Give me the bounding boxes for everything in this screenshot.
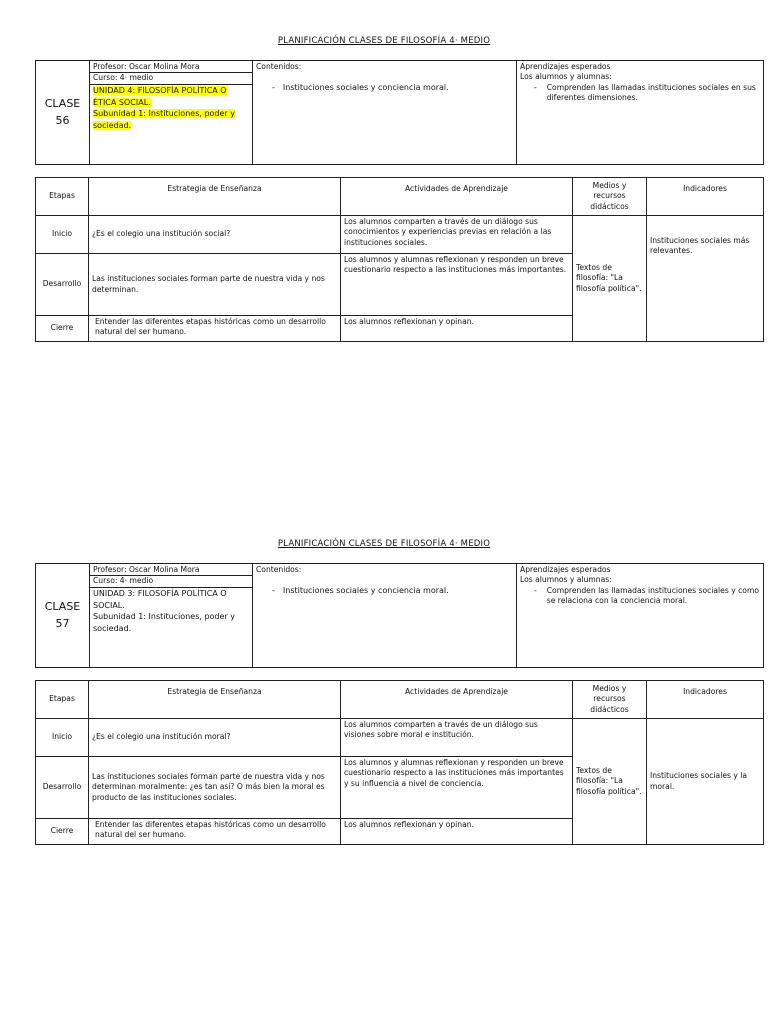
dash-bullet-icon: - xyxy=(534,585,537,595)
activities-table xyxy=(35,177,764,342)
estrategia-cell: Entender las diferentes etapas históricas como un desarrollo natural del ser humano. xyxy=(89,316,341,342)
clase-label: CLASE xyxy=(44,600,81,613)
header-medios: Medios y recursos didácticos xyxy=(573,178,647,216)
curso-text: Curso: 4· medio xyxy=(90,73,252,84)
subunidad-text: Subunidad 1: Instituciones, poder y sociedad. xyxy=(93,612,235,633)
contenido-item: Instituciones sociales y conciencia moral. xyxy=(282,586,449,596)
contenidos-cell xyxy=(253,61,517,165)
dash-bullet-icon: - xyxy=(272,586,275,596)
actividad-cell: Los alumnos comparten a través de un diálogo sus visiones sobre moral e institución. xyxy=(341,719,573,757)
estrategia-cell: Las instituciones sociales forman parte de nuestra vida y nos determinan moralmente: ¿es tan así? O más bien la moral es producto de las instituciones sociales. xyxy=(89,757,341,819)
header-indicadores: Indicadores xyxy=(647,681,764,719)
etapa-cell: Desarrollo xyxy=(36,254,89,316)
etapa-cell: Inicio xyxy=(36,719,89,757)
header-actividades: Actividades de Aprendizaje xyxy=(341,681,573,719)
teacher-info-cell xyxy=(90,564,253,668)
actividad-cell: Los alumnos reflexionan y opinan. xyxy=(341,819,573,845)
indicadores-cell: Instituciones sociales más relevantes. xyxy=(647,216,764,342)
subunidad-text: Subunidad 1: Instituciones, poder y sociedad. xyxy=(93,109,235,130)
medios-cell: Textos de filosofía: "La filosofía política". xyxy=(573,216,647,342)
header-etapas: Etapas xyxy=(36,681,89,719)
actividad-cell: Los alumnos comparten a través de un diálogo sus conocimientos y experiencias previas en relación a las instituciones sociales. xyxy=(341,216,573,254)
etapa-cell: Cierre xyxy=(36,819,89,845)
clase-number: 56 xyxy=(55,113,70,127)
dash-bullet-icon: - xyxy=(272,83,275,93)
dash-bullet-icon: - xyxy=(534,82,537,92)
aprendizaje-item: Comprenden las llamadas instituciones sociales y como se relaciona con la conciencia moral. xyxy=(546,585,759,606)
aprendizajes-cell xyxy=(517,61,764,165)
plan-title: PLANIFICACIÓN CLASES DE FILOSOFÍA 4· MEDIO xyxy=(277,539,491,549)
aprendizaje-item: Comprenden las llamadas instituciones sociales en sus diferentes dimensiones. xyxy=(546,82,756,103)
table-row xyxy=(36,216,764,254)
unidad-text: UNIDAD 3: FILOSOFÍA POLÍTICA O SOCIAL. xyxy=(93,588,227,610)
etapa-cell: Inicio xyxy=(36,216,89,254)
header-medios: Medios y recursos didácticos xyxy=(573,681,647,719)
clase-label: CLASE xyxy=(44,97,81,110)
header-indicadores: Indicadores xyxy=(647,178,764,216)
contenidos-cell xyxy=(253,564,517,668)
class-header-table xyxy=(35,563,764,668)
header-actividades: Actividades de Aprendizaje xyxy=(341,178,573,216)
clase-cell xyxy=(36,61,90,165)
etapa-cell: Desarrollo xyxy=(36,757,89,819)
actividad-cell: Los alumnos reflexionan y opinan. xyxy=(341,316,573,342)
contenido-item: Instituciones sociales y conciencia moral. xyxy=(282,83,449,93)
activities-table xyxy=(35,680,764,845)
unidad-text: UNIDAD 4: FILOSOFÍA POLÍTICA O ÉTICA SOCIAL. xyxy=(93,85,227,107)
profesor-text: Profesor: Oscar Molina Mora xyxy=(90,565,252,576)
indicadores-cell: Instituciones sociales y la moral. xyxy=(647,719,764,845)
header-etapas: Etapas xyxy=(36,178,89,216)
plan-title: PLANIFICACIÓN CLASES DE FILOSOFÍA 4· MEDIO xyxy=(277,36,491,46)
clase-number: 57 xyxy=(55,616,70,630)
aprendizajes-label: Aprendizajes esperados xyxy=(520,62,611,71)
estrategia-cell: Entender las diferentes etapas históricas como un desarrollo natural del ser humano. xyxy=(89,819,341,845)
header-estrategia: Estrategia de Enseñanza xyxy=(89,681,341,719)
profesor-text: Profesor: Oscar Molina Mora xyxy=(90,62,252,73)
contenidos-label: Contenidos: xyxy=(256,565,302,574)
table-row xyxy=(36,719,764,757)
etapa-cell: Cierre xyxy=(36,316,89,342)
teacher-info-cell xyxy=(90,61,253,165)
contenidos-label: Contenidos: xyxy=(256,62,302,71)
aprendizajes-cell xyxy=(517,564,764,668)
class-header-table xyxy=(35,60,764,165)
aprendizajes-label: Aprendizajes esperados xyxy=(520,565,611,574)
header-estrategia: Estrategia de Enseñanza xyxy=(89,178,341,216)
curso-text: Curso: 4· medio xyxy=(90,576,252,587)
actividad-cell: Los alumnos y alumnas reflexionan y responden un breve cuestionario respecto a las instituciones más importantes. xyxy=(341,254,573,316)
aprendizajes-intro: Los alumnos y alumnas: xyxy=(520,72,612,82)
estrategia-cell: ¿Es el colegio una institución moral? xyxy=(89,719,341,757)
medios-cell: Textos de filosofía: "La filosofía política". xyxy=(573,719,647,845)
aprendizajes-intro: Los alumnos y alumnas: xyxy=(520,575,612,585)
clase-cell xyxy=(36,564,90,668)
estrategia-cell: ¿Es el colegio una institución social? xyxy=(89,216,341,254)
estrategia-cell: Las instituciones sociales forman parte de nuestra vida y nos determinan. xyxy=(89,254,341,316)
actividad-cell: Los alumnos y alumnas reflexionan y responden un breve cuestionario respecto a las instituciones más importantes y su influencia a nivel de conciencia. xyxy=(341,757,573,819)
